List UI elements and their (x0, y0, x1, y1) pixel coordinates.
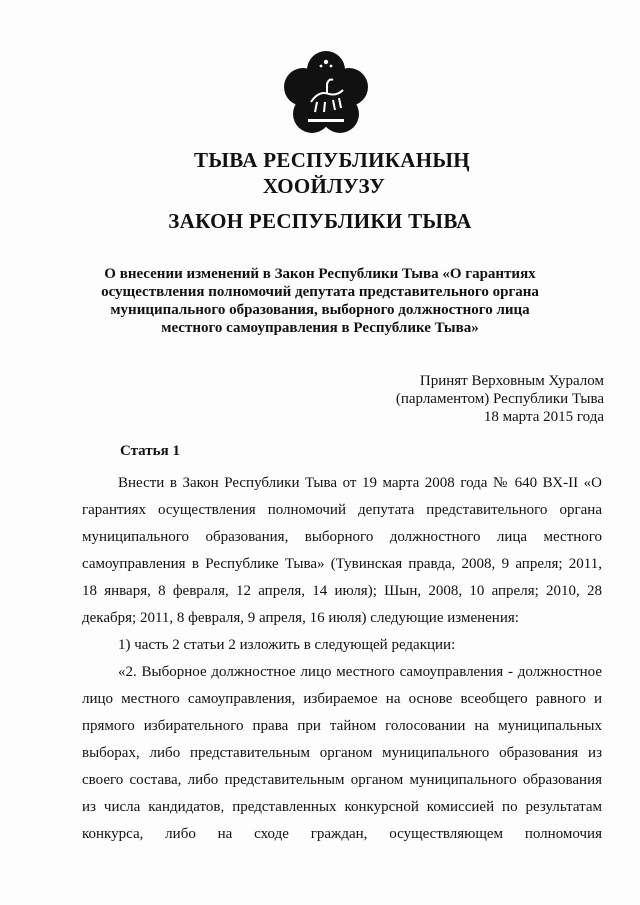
body-line: «2. Выборное должностное лицо местного самоуправления - должностное (118, 664, 602, 680)
tuvan-title-line2: ХООЙЛУЗУ (262, 174, 386, 198)
body-line: конкурса, либо на сходе граждан, осуществляющем полномочия (82, 826, 602, 842)
tuva-coat-of-arms-icon (281, 50, 371, 140)
article-heading: Статья 1 (120, 443, 180, 459)
body-line: своего состава, либо представительным органом муниципального образования (82, 772, 602, 788)
body-line: прямого избирательного права при тайном голосовании на муниципальных (82, 718, 602, 734)
adoption-line: Принят Верховным Хуралом (419, 373, 604, 389)
body-line: самоуправления в Республике Тыва» (Тувинская правда, 2008, 9 апреля; 2011, (82, 556, 602, 572)
body-line: выборах, либо представительным органом муниципального образования из (82, 745, 602, 761)
law-subject-line: муниципального образования, выборного должностного лица (110, 302, 530, 318)
body-line: 1) часть 2 статьи 2 изложить в следующей редакции: (118, 637, 456, 653)
adoption-line: (парламентом) Республики Тыва (395, 391, 604, 407)
body-line: гарантиях осуществления полномочий депутата представительного органа (82, 502, 602, 518)
law-subject (90, 265, 550, 337)
body-line: Внести в Закон Республики Тыва от 19 марта 2008 года № 640 ВХ-II «О (118, 475, 602, 491)
law-subject-line: осуществления полномочий депутата представительного органа (101, 284, 539, 300)
adoption-date: 18 марта 2015 года (483, 409, 604, 425)
law-subject-line: местного самоуправления в Республике Тыва» (161, 320, 479, 336)
tuvan-title-line1: ТЫВА РЕСПУБЛИКАНЫҢ (194, 148, 470, 172)
body-line: муниципального образования, выборного должностного лица местного (82, 529, 602, 545)
tuvan-title (0, 147, 640, 199)
body-line: лицо местного самоуправления, избираемое на основе всеобщего равного и (82, 691, 602, 707)
body-line: 18 января, 8 февраля, 12 апреля, 14 июля); Шын, 2008, 10 апреля; 2010, 28 (82, 583, 602, 599)
body-line: декабря; 2011, 8 февраля, 9 апреля, 16 июля) следующие изменения: (82, 610, 519, 626)
adoption-block (304, 372, 604, 426)
article-body (82, 470, 602, 848)
russian-title: ЗАКОН РЕСПУБЛИКИ ТЫВА (168, 209, 472, 233)
body-line: из числа кандидатов, представленных конкурсной комиссией по результатам (82, 799, 602, 815)
law-subject-line: О внесении изменений в Закон Республики Тыва «О гарантиях (104, 266, 536, 282)
